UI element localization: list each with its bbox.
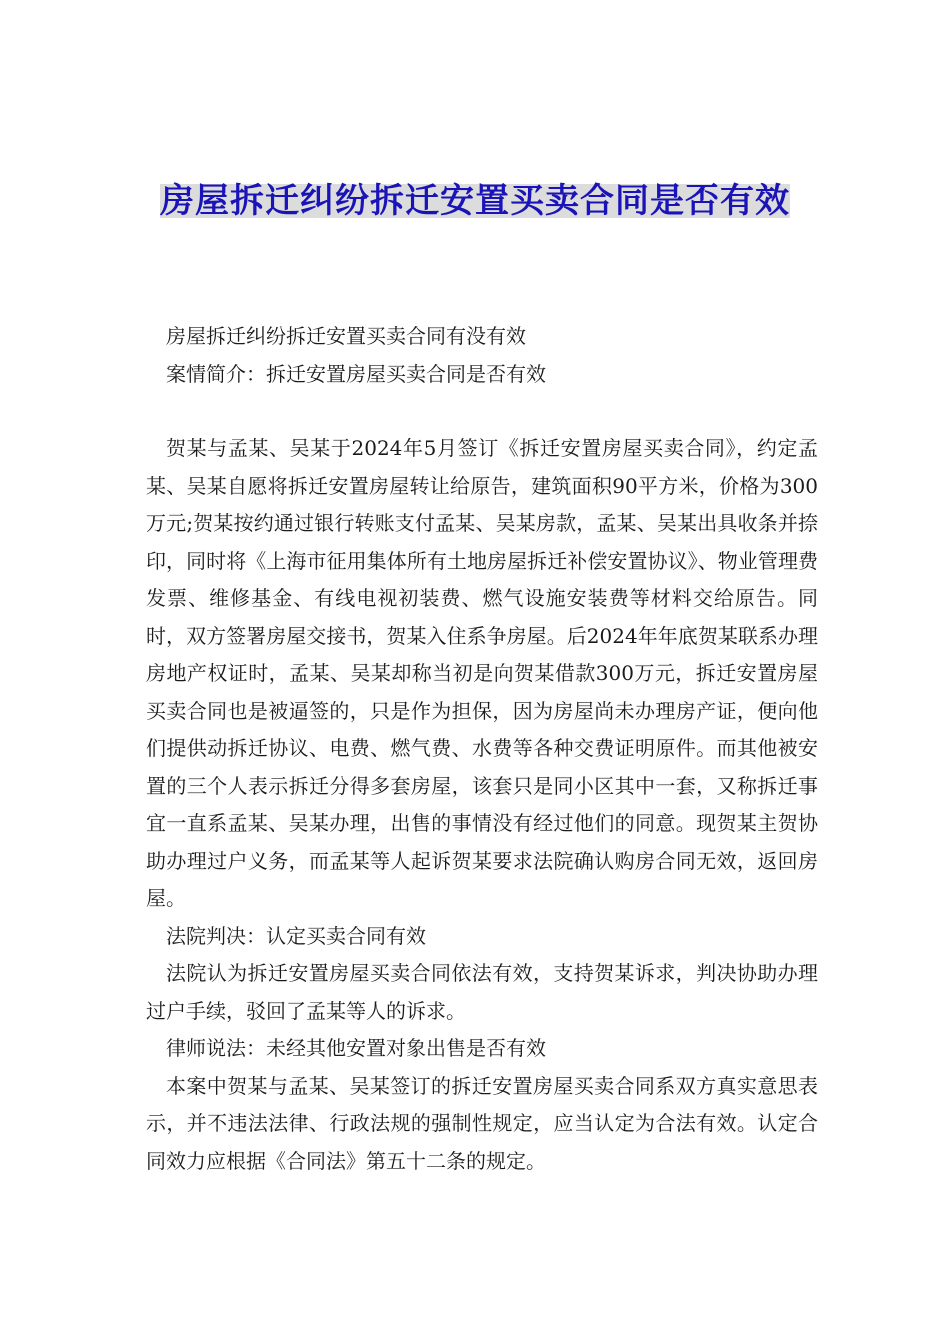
paragraph-judgment-heading: 法院判决：认定买卖合同有效 [166, 923, 426, 948]
paragraph-case-facts: 贺某与孟某、吴某于2024年5月签订《拆迁安置房屋买卖合同》，约定孟某、吴某自愿将拆迁安置房屋转让给原告，建筑面积90平方米，价格为300万元;贺某按约通过银行转账支付孟某、吴某房款，孟某、吴某出具收条并捺印，同时将《上海市征用集体所有土地房屋拆迁补偿安置协议》、物业管理费发票、维修基金、有线电视初装费、燃气设施安装费等材料交给原告。同时，双方签署房屋交接书，贺某入住系争房屋。后2024年年底贺某联系办理房地产权证时，孟某、吴某却称当初是向贺某借款300万元，拆迁安置房屋买卖合同也是被逼签的，只是作为担保，因为房屋尚未办理房产证，便向他们提供动拆迁协议、电费、燃气费、水费等各种交费证明原件。而其他被安置的三个人表示拆迁分得多套房屋，该套只是同小区其中一套，又称拆迁事宜一直系孟某、吴某办理，出售的事情没有经过他们的同意。现贺某主贺协助办理过户义务，而孟某等人起诉贺某要求法院确认购房合同无效，返回房屋。 [146, 436, 818, 910]
paragraph-lawyer-analysis: 本案中贺某与孟某、吴某签订的拆迁安置房屋买卖合同系双方真实意思表示，并不违法法律、行政法规的强制性规定，应当认定为合法有效。认定合同效力应根据《合同法》第五十二条的规定。 [146, 1073, 818, 1173]
paragraph-case-summary-heading: 案情简介：拆迁安置房屋买卖合同是否有效 [166, 361, 546, 386]
document-body [146, 318, 818, 1180]
paragraph-judgment: 法院认为拆迁安置房屋买卖合同依法有效，支持贺某诉求，判决协助办理过户手续，驳回了孟某等人的诉求。 [146, 961, 818, 1023]
document-title: 房屋拆迁纠纷拆迁安置买卖合同是否有效 [160, 181, 790, 221]
title-block [140, 176, 810, 226]
paragraph-subtitle: 房屋拆迁纠纷拆迁安置买卖合同有没有效 [166, 324, 526, 348]
paragraph-lawyer-heading: 律师说法：未经其他安置对象出售是否有效 [166, 1036, 546, 1060]
